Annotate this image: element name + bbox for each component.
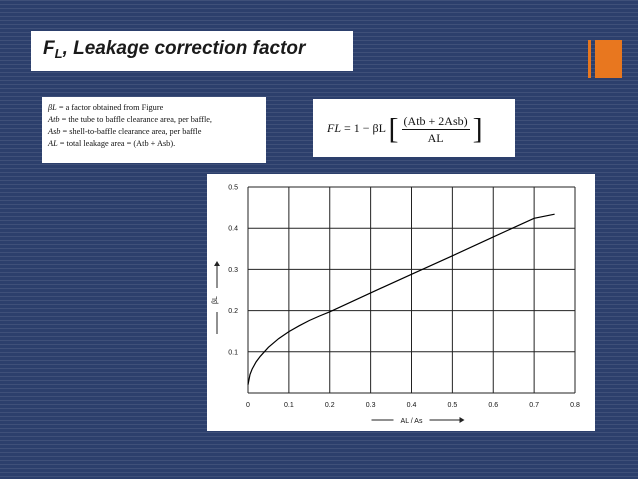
x-tick-label: 0.2 [324, 402, 335, 409]
formula-box [313, 99, 515, 157]
beta-l-chart [207, 174, 595, 431]
x-tick-label: 0.6 [488, 402, 499, 409]
definition-text: = total leakage area = (Atb + Asb). [59, 139, 176, 148]
y-tick-label: 0.1 [228, 349, 238, 357]
formula-rhs-prefix: = 1 − βL [344, 121, 386, 135]
slide-title-symbol: F [43, 38, 55, 59]
x-tick-label: 0 [246, 402, 250, 409]
slide-title-subscript: L [54, 46, 63, 61]
definition-symbol: Atb [48, 115, 60, 124]
x-tick-label: 0.4 [406, 402, 417, 409]
x-tick-label: 0.3 [365, 402, 376, 409]
formula-bracket-right: ] [472, 112, 483, 146]
definition-symbol: AL [48, 139, 58, 148]
y-tick-label: 0.2 [228, 308, 238, 316]
definition-text: = the tube to baffle clearance area, per baffle, [61, 115, 213, 124]
x-tick-label: 0.7 [529, 402, 539, 409]
definition-text: = a factor obtained from Figure [58, 103, 164, 112]
definition-row [48, 126, 260, 138]
x-tick-label: 0.8 [570, 402, 580, 409]
formula-numerator: (Atb + 2Asb) [403, 113, 468, 128]
definition-symbol: βL [48, 103, 57, 112]
x-axis-label: AL / As [400, 418, 423, 425]
y-label-arrowhead [214, 261, 220, 266]
accent-bar-thick [595, 40, 622, 78]
y-axis-label: βL [212, 296, 219, 304]
formula-lhs: FL [327, 121, 342, 135]
accent-bar-thin [588, 40, 591, 78]
slide-title-text: , Leakage correction factor [62, 38, 306, 59]
definition-row [48, 114, 260, 126]
x-label-arrowhead [460, 417, 465, 423]
y-tick-label: 0.5 [228, 184, 238, 192]
definition-symbol: Asb [48, 127, 61, 136]
series-line [248, 214, 555, 385]
x-tick-label: 0.1 [284, 402, 294, 409]
slide-title [43, 38, 305, 59]
definition-text: = shell-to-baffle clearance area, per baffle [62, 127, 202, 136]
definitions-box [42, 97, 266, 163]
x-tick-label: 0.5 [447, 402, 458, 409]
slide-title-box [31, 31, 353, 71]
formula-fraction [402, 113, 470, 146]
formula-denominator: AL [427, 130, 444, 145]
y-tick-label: 0.4 [228, 225, 238, 233]
formula-bracket-left: [ [388, 112, 399, 146]
leakage-formula [327, 99, 483, 157]
definition-row [48, 102, 260, 114]
chart-panel [207, 174, 595, 431]
y-tick-label: 0.3 [228, 266, 238, 274]
definition-row [48, 138, 260, 150]
